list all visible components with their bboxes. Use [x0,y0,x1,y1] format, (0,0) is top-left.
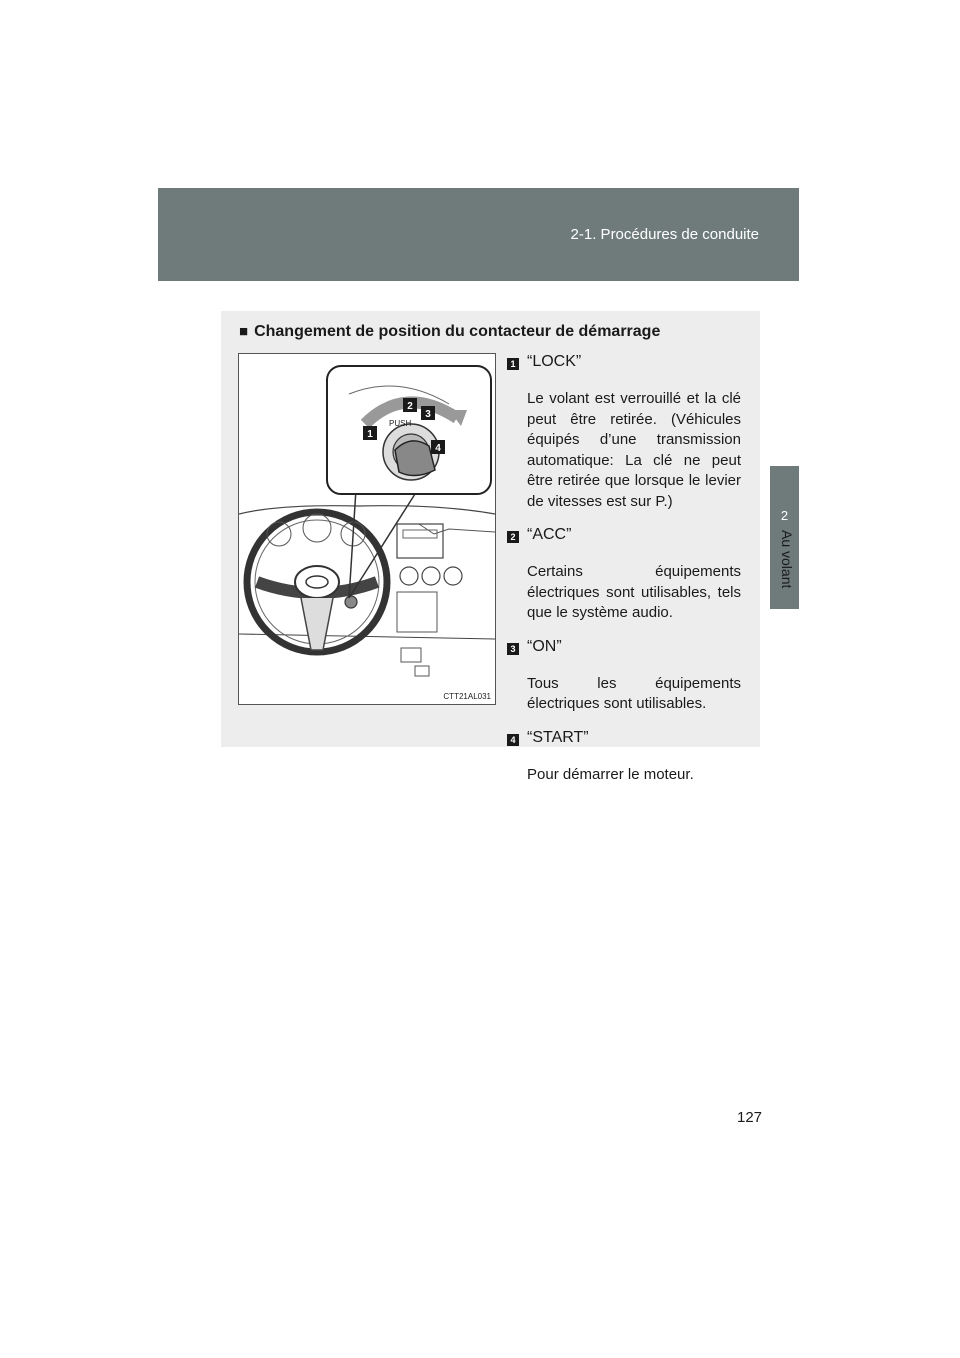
callout-4: 4 [435,443,441,454]
chapter-tab-number: 2 [780,508,789,523]
section-heading [239,323,660,341]
position-item-start [507,729,741,786]
figure-code: CTT21AL031 [443,692,491,701]
position-description: Le volant est verrouillé et la clé peut être retirée. (Véhicules équipés d’une transmission automatique: La clé ne peut être retirée que lorsque le levier de vitesses est sur P.) [527,390,741,510]
number-badge-icon: 1 [507,358,519,370]
position-label: “ON” [527,637,562,655]
number-badge-icon: 4 [507,734,519,746]
position-label: “START” [527,728,589,746]
ignition-illustration [238,353,496,705]
position-item-lock [507,353,741,512]
position-list [507,353,741,799]
position-item-on [507,638,741,715]
position-item-acc [507,526,741,624]
section-heading-text: Changement de position du contacteur de démarrage [254,323,661,340]
callout-1: 1 [367,429,373,440]
chapter-title: 2-1. Procédures de conduite [570,226,759,243]
position-description: Tous les équipements électriques sont utilisables. [527,674,741,712]
position-description: Pour démarrer le moteur. [527,765,694,783]
heading-square-icon: ■ [239,323,249,340]
dashboard-drawing [239,354,495,704]
cylinder-push-text: PUSH [389,419,412,428]
callout-3: 3 [425,409,431,420]
header-band [158,188,799,281]
position-description: Certains équipements électriques sont utilisables, tels que le système audio. [527,563,741,621]
number-badge-icon: 3 [507,643,519,655]
callout-2: 2 [407,401,413,412]
content-box [221,311,760,783]
position-label: “ACC” [527,526,572,543]
position-label: “LOCK” [527,353,582,370]
page-number: 127 [737,1109,763,1126]
number-badge-icon: 2 [507,531,519,543]
chapter-tab-label: Au volant [779,530,795,589]
